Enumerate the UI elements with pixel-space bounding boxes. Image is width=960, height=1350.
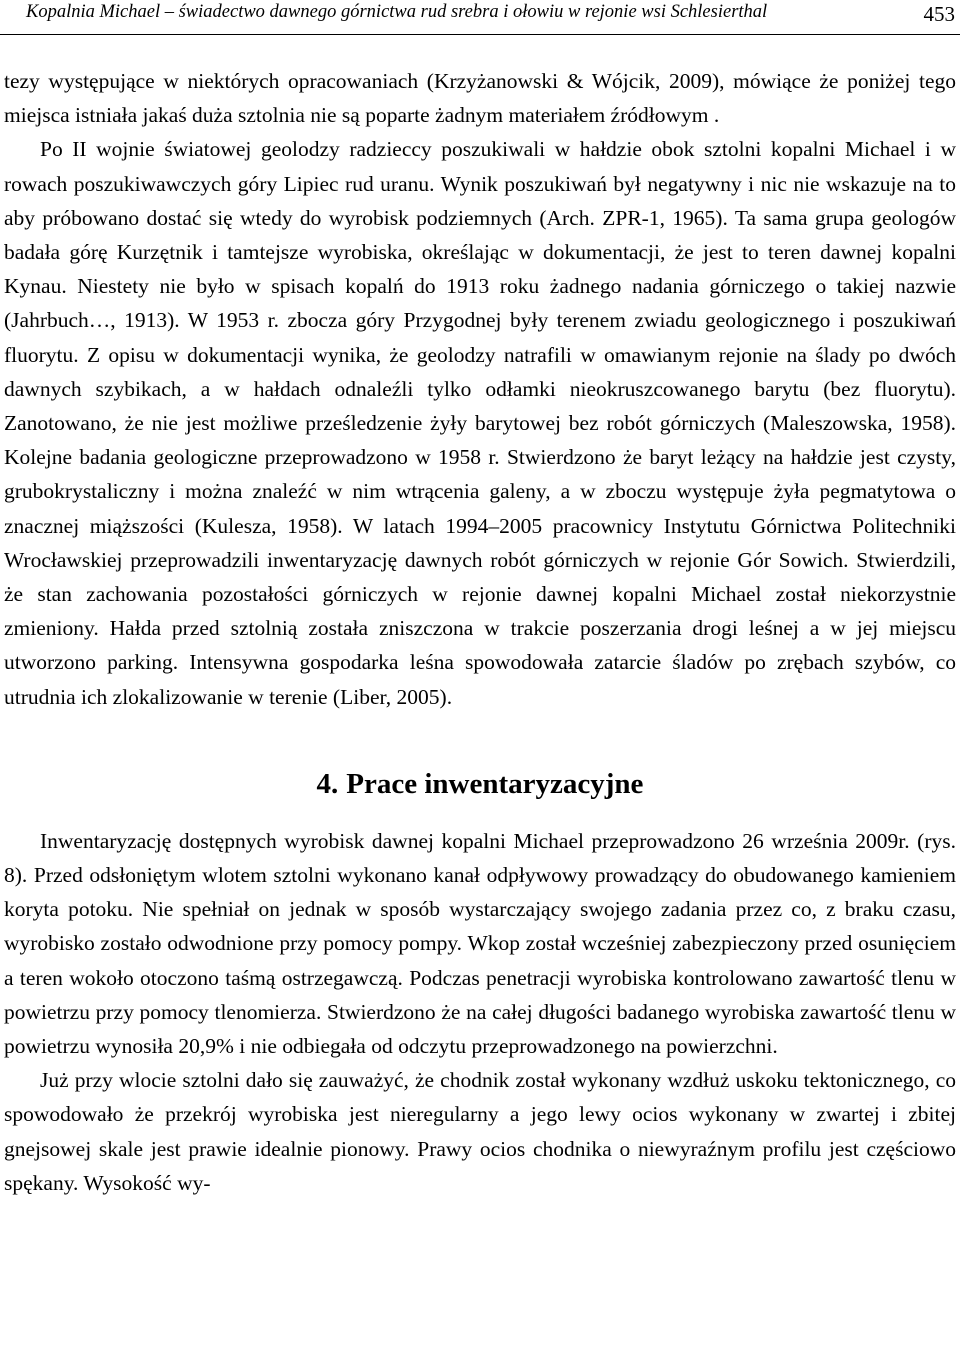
paragraph-continued: tezy występujące w niektórych opracowaniach (Krzyżanowski & Wójcik, 2009), mówiące że poniżej tego miejsca istniała jakaś duża sztolnia nie są poparte żadnym materiałem źródłowym . [4,69,956,128]
paragraph-geological-surveys: Po II wojnie światowej geolodzy radzieccy poszukiwali w hałdzie obok sztolni kopalni Michael i w rowach poszukiwawczych góry Lipiec rud uranu. Wynik poszukiwań był negatywny i nic nie wskazuje na to aby próbowano dostać się wtedy do wyrobisk podziemnych (Arch. ZPR-1, 1965). Ta sama grupa geologów badała górę Kurzętnik i tamtejsze wyrobiska, określając w dokumentacji, że jest to teren dawnej kopalni Kynau. Niestety nie było w spisach kopalń do 1913 roku żadnego nadania górniczego o takiej nazwie (Jahrbuch…, 1913). W 1953 r. zbocza góry Przygodnej były terenem zwiadu geologicznego i poszukiwań fluorytu. Z opisu w dokumentacji wynika, że geolodzy natrafili w omawianym rejonie na ślady po dwóch dawnych szybikach, a w hałdach odnaleźli tylko odłamki nieokruszcowanego barytu (bez fluorytu). Zanotowano, że nie jest możliwe prześledzenie żyły barytowej bez robót górniczych (Maleszowska, 1958). Kolejne badania geologiczne przeprowadzono w 1958 r. Stwierdzono że baryt leżący na hałdzie jest czysty, grubokrystaliczny i można znaleźć w nim wtrącenia galeny, a w zboczu występuje żyła pegmatytowa o znacznej miąższości (Kulesza, 1958). W latach 1994–2005 pracownicy Instytutu Górnictwa Politechniki Wrocławskiej przeprowadzili inwentaryzację dawnych robót górniczych w rejonie Gór Sowich. Stwierdzili, że stan zachowania pozostałości górniczych w rejonie dawnej kopalni Michael został niekorzystnie zmieniony. Hałda przed sztolnią została zniszczona w trakcie poszerzania drogi leśnej a w jej miejscu utworzono parking. Intensywna gospodarka leśna spowodowała zatarcie śladów po zrębach szybów, co utrudnia ich zlokalizowanie w terenie (Liber, 2005). [4,137,956,709]
section-title: Prace inwentaryzacyjne [346,767,644,800]
paragraph-tunnel-entrance: Już przy wlocie sztolni dało się zauważyć, że chodnik został wykonany wzdłuż uskoku tektonicznego, co spowodowało że przekrój wyrobiska jest nieregularny a jego lewy ocios wykonany w zwartej i zbitej gnejsowej skale jest prawie idealnie pionowy. Prawy ocios chodnika o niewyraźnym profilu jest częściowo spękany. Wysokość wy- [4,1068,956,1195]
paragraph-inventory: Inwentaryzację dostępnych wyrobisk dawnej kopalni Michael przeprowadzono 26 września 2009r. (rys. 8). Przed odsłoniętym wlotem sztolni wykonano kanał odpływowy prowadzący do obudowanego kamieniem koryta potoku. Nie spełniał on jednak w sposób wystarczający swojego zadania przez co, z braku czasu, wyrobisko zostało odwodnione przy pomocy pompy. Wkop został wcześniej zabezpieczony przed osunięciem a teren wokoło otoczono taśmą ostrzegawczą. Podczas penetracji wyrobiska kontrolowano zawartość tlenu w powietrzu przy pomocy tlenomierza. Stwierdzono że na całej długości badanego wyrobiska zawartość tlenu w powietrzu wynosiła 20,9% i nie odbiegała od odczytu przeprowadzonego na powierzchni. [4,828,956,1059]
section-heading [4,766,956,802]
page-number: 453 [923,2,955,26]
article-body [4,64,956,1200]
section-number: 4. [316,767,339,800]
running-title: Kopalnia Michael – świadectwo dawnego górnictwa rud srebra i ołowiu w rejonie wsi Schlesierthal [26,2,768,22]
running-header [0,0,960,35]
